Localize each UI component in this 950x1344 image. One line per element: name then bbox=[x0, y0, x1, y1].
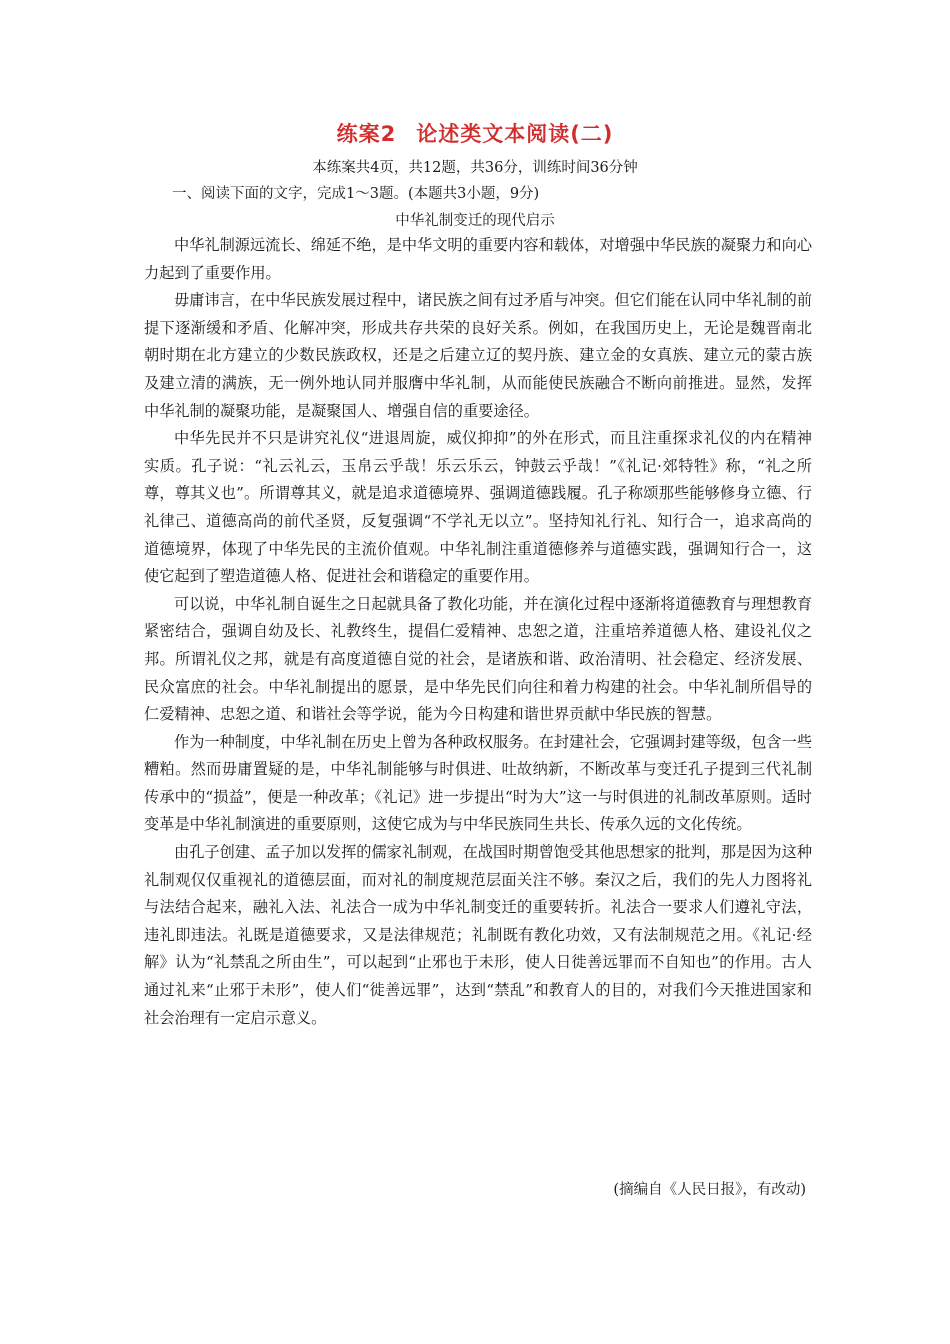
page-subtitle: 本练案共4页，共12题，共36分，训练时间36分钟 bbox=[312, 160, 638, 176]
source-citation: (摘编自《人民日报》，有改动) bbox=[613, 1182, 806, 1198]
title-part1: 练案2 bbox=[336, 122, 397, 146]
essay-paragraph: 由孔子创建、孟子加以发挥的儒家礼制观，在战国时期曾饱受其他思想家的批判，那是因为这种礼制观仅仅重视礼的道德层面，而对礼的制度规范层面关注不够。秦汉之后，我们的先人力图将礼与法结合起来，融礼入法、礼法合一成为中华礼制变迁的重要转折。礼法合一要求人们遵礼守法，违礼即违法。礼既是道德要求，又是法律规范；礼制既有教化功效，又有法制规范之用。《礼记·经解》认为“礼禁乱之所由生”，可以起到“止邪也于未形，使人日徙善远罪而不自知也”的作用。古人通过礼来“止邪于未形”，使人们“徙善远罪”，达到“禁乱”和教育人的目的，对我们今天推进国家和社会治理有一定启示意义。 bbox=[144, 843, 812, 1027]
essay-body bbox=[144, 232, 812, 1032]
essay-title: 中华礼制变迁的现代启示 bbox=[395, 213, 555, 229]
essay-paragraph: 中华先民并不只是讲究礼仪“进退周旋，威仪抑抑”的外在形式，而且注重探求礼仪的内在精神实质。孔子说：“礼云礼云，玉帛云乎哉！乐云乐云，钟鼓云乎哉！”《礼记·郊特牲》称，“礼之所尊，尊其义也”。所谓尊其义，就是追求道德境界、强调道德践履。孔子称颂那些能够修身立德、行礼律己、道德高尚的前代圣贤，反复强调“不学礼无以立”。坚持知礼行礼、知行合一，追求高尚的道德境界，体现了中华先民的主流价值观。中华礼制注重道德修养与道德实践，强调知行合一，这使它起到了塑造道德人格、促进社会和谐稳定的重要作用。 bbox=[144, 429, 812, 586]
question-instruction: 一、阅读下面的文字，完成1～3题。(本题共3小题，9分) bbox=[172, 186, 540, 202]
page-title bbox=[0, 118, 950, 148]
essay-paragraph: 作为一种制度，中华礼制在历史上曾为各种政权服务。在封建社会，它强调封建等级，包含一些糟粕。然而毋庸置疑的是，中华礼制能够与时俱进、吐故纳新，不断改革与变迁孔子提到三代礼制传承中的“损益”，便是一种改革；《礼记》进一步提出“时为大”这一与时俱进的礼制改革原则。适时变革是中华礼制演进的重要原则，这使它成为与中华民族同生共长、传承久远的文化传统。 bbox=[144, 732, 812, 834]
essay-paragraph: 中华礼制源远流长、绵延不绝，是中华文明的重要内容和载体，对增强中华民族的凝聚力和向心力起到了重要作用。 bbox=[144, 236, 812, 282]
essay-paragraph: 毋庸讳言，在中华民族发展过程中，诸民族之间有过矛盾与冲突。但它们能在认同中华礼制的前提下逐渐缓和矛盾、化解冲突，形成共存共荣的良好关系。例如，在我国历史上，无论是魏晋南北朝时期在北方建立的少数民族政权，还是之后建立辽的契丹族、建立金的女真族、建立元的蒙古族及建立清的满族，无一例外地认同并服膺中华礼制，从而能使民族融合不断向前推进。显然，发挥中华礼制的凝聚功能，是凝聚国人、增强自信的重要途径。 bbox=[144, 291, 812, 420]
title-part2: 论述类文本阅读(二) bbox=[416, 122, 614, 146]
essay-paragraph: 可以说，中华礼制自诞生之日起就具备了教化功能，并在演化过程中逐渐将道德教育与理想教育紧密结合，强调自幼及长、礼教终生，提倡仁爱精神、忠恕之道，注重培养道德人格、建设礼仪之邦。所谓礼仪之邦，就是有高度道德自觉的社会，是诸族和谐、政治清明、社会稳定、经济发展、民众富庶的社会。中华礼制提出的愿景，是中华先民们向往和着力构建的社会。中华礼制所倡导的仁爱精神、忠恕之道、和谐社会等学说，能为今日构建和谐世界贡献中华民族的智慧。 bbox=[144, 594, 812, 724]
